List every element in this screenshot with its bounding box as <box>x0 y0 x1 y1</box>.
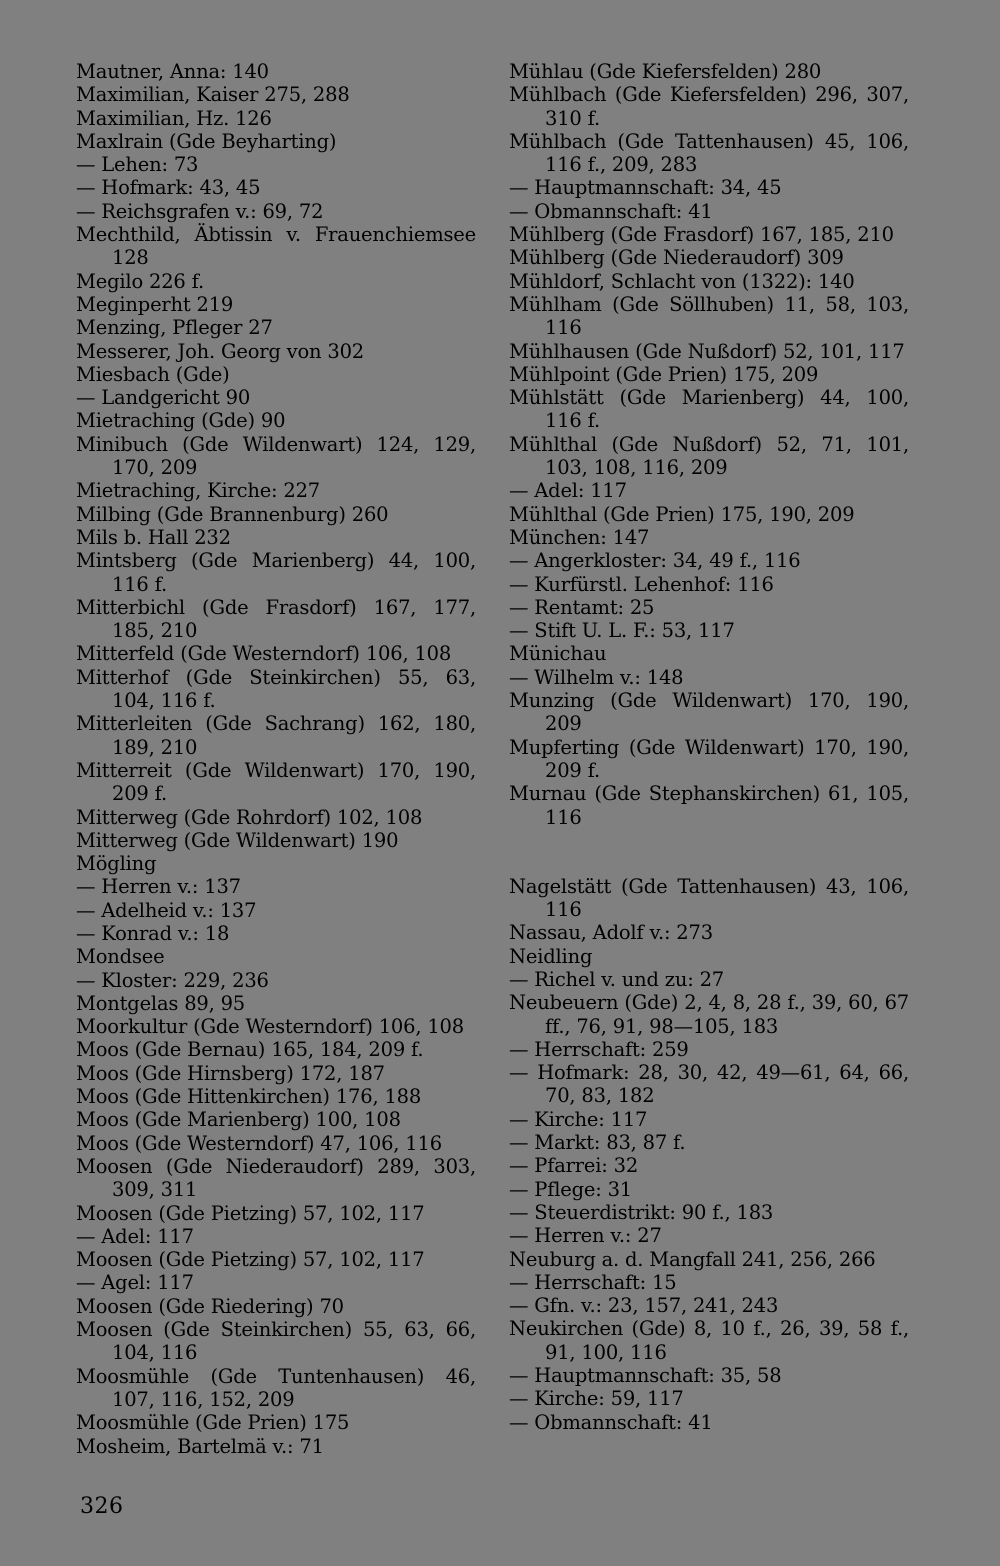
index-entry: Moos (Gde Hittenkirchen) 176, 188 <box>76 1085 422 1109</box>
index-entry: — Adelheid v.: 137 <box>76 898 257 922</box>
index-entry: Mühlpoint (Gde Prien) 175, 209 <box>509 362 819 386</box>
index-entry: Moos (Gde Hirnsberg) 172, 187 <box>76 1061 385 1085</box>
index-entry: Mitterhof (Gde Steinkirchen) 55, 63, 104, 116 f. <box>76 665 476 713</box>
index-entry: — Pfarrei: 32 <box>509 1154 639 1178</box>
index-entry: Moosen (Gde Riedering) 70 <box>76 1294 344 1318</box>
index-entry: Moosen (Gde Pietzing) 57, 102, 117 <box>76 1248 425 1272</box>
index-entry: Mosheim, Bartelmä v.: 71 <box>76 1434 324 1458</box>
index-entry: Minibuch (Gde Wildenwart) 124, 129, 170, 209 <box>76 432 476 480</box>
index-entry: Mils b. Hall 232 <box>76 525 231 549</box>
index-entry: — Kloster: 229, 236 <box>76 968 269 992</box>
index-entry: Moosen (Gde Steinkirchen) 55, 63, 66, 104, 116 <box>76 1318 476 1365</box>
index-entry: — Adel: 117 <box>76 1224 194 1248</box>
index-entry: Messerer, Joh. Georg von 302 <box>76 339 365 363</box>
index-entry: Mitterweg (Gde Rohrdorf) 102, 108 <box>76 805 423 829</box>
index-entry: — Kirche: 59, 117 <box>509 1387 684 1411</box>
index-entry: Mietraching, Kirche: 227 <box>76 479 321 503</box>
index-entry: Neukirchen (Gde) 8, 10 f., 26, 39, 58 f., 91, 100, 116 <box>509 1317 909 1364</box>
page-number: 326 <box>80 1494 124 1519</box>
index-entry: Maxlrain (Gde Beyharting) <box>76 129 337 153</box>
index-entry: Mitterleiten (Gde Sachrang) 162, 180, 189, 210 <box>76 712 476 759</box>
index-entry: Moosmühle (Gde Prien) 175 <box>76 1411 350 1435</box>
index-entry: Mühlham (Gde Söllhuben) 11, 58, 103, 116 <box>509 292 909 340</box>
index-entry: — Rentamt: 25 <box>509 595 655 619</box>
index-entry: — Reichsgrafen v.: 69, 72 <box>76 199 324 223</box>
index-entry: Milbing (Gde Brannenburg) 260 <box>76 502 389 526</box>
index-entry: Neubeuern (Gde) 2, 4, 8, 28 f., 39, 60, 67 ff., 76, 91, 98—105, 183 <box>509 991 909 1038</box>
index-column-right <box>509 60 909 1434</box>
index-entry: — Herrschaft: 15 <box>509 1270 677 1294</box>
index-entry: Mühlthal (Gde Prien) 175, 190, 209 <box>509 502 855 526</box>
index-entry: Neuburg a. d. Mangfall 241, 256, 266 <box>509 1247 876 1271</box>
index-column-left <box>76 60 476 1458</box>
index-entry: Mitterweg (Gde Wildenwart) 190 <box>76 828 399 852</box>
index-entry: Munzing (Gde Wildenwart) 170, 190, 209 <box>509 689 909 736</box>
index-entry: Moosen (Gde Pietzing) 57, 102, 117 <box>76 1201 425 1225</box>
index-entry: Mühlberg (Gde Frasdorf) 167, 185, 210 <box>509 223 894 247</box>
index-entry: — Hofmark: 43, 45 <box>76 176 261 200</box>
index-entry: Miesbach (Gde) <box>76 362 230 386</box>
index-entry: Nagelstätt (Gde Tattenhausen) 43, 106, 116 <box>509 874 909 922</box>
index-entry: Moos (Gde Bernau) 165, 184, 209 f. <box>76 1038 424 1062</box>
index-entry: — Kirche: 117 <box>509 1107 648 1131</box>
index-entry: Meginperht 219 <box>76 292 234 316</box>
index-entry: Mietraching (Gde) 90 <box>76 409 286 433</box>
index-entry: Megilo 226 f. <box>76 269 204 293</box>
index-entry: Moosmühle (Gde Tuntenhausen) 46, 107, 116, 152, 209 <box>76 1364 476 1411</box>
index-entry: Mondsee <box>76 945 165 969</box>
index-entry: — Hofmark: 28, 30, 42, 49—61, 64, 66, 70, 83, 182 <box>509 1061 909 1108</box>
index-entry: Mühlthal (Gde Nußdorf) 52, 71, 101, 103, 108, 116, 209 <box>509 432 909 480</box>
index-entry: — Herren v.: 137 <box>76 875 241 899</box>
index-entry: — Landgericht 90 <box>76 386 251 410</box>
index-entry: — Stift U. L. F.: 53, 117 <box>509 619 735 643</box>
index-entry: Moos (Gde Marienberg) 100, 108 <box>76 1108 401 1132</box>
index-entry: — Herrschaft: 259 <box>509 1037 689 1061</box>
index-entry: — Steuerdistrikt: 90 f., 183 <box>509 1200 774 1224</box>
index-entry: Mögling <box>76 852 157 876</box>
index-entry: — Agel: 117 <box>76 1271 194 1295</box>
index-entry: Münichau <box>509 642 607 666</box>
index-entry: Mühlbach (Gde Kiefersfelden) 296, 307, 310 f. <box>509 83 909 130</box>
index-entry: — Hauptmannschaft: 34, 45 <box>509 176 782 200</box>
index-entry: Maximilian, Kaiser 275, 288 <box>76 83 350 107</box>
index-entry: Moos (Gde Westerndorf) 47, 106, 116 <box>76 1131 442 1155</box>
index-entry: — Wilhelm v.: 148 <box>509 665 684 689</box>
index-entry: Montgelas 89, 95 <box>76 991 246 1015</box>
index-entry: Mühlbach (Gde Tattenhausen) 45, 106, 116 f., 209, 283 <box>509 129 909 177</box>
index-entry: Mechthild, Äbtissin v. Frauenchiemsee 128 <box>76 223 476 270</box>
index-entry: Mühlhausen (Gde Nußdorf) 52, 101, 117 <box>509 339 905 363</box>
index-entry: — Adel: 117 <box>509 479 627 503</box>
index-entry: Mühlau (Gde Kiefersfelden) 280 <box>509 60 822 83</box>
index-entry: Nassau, Adolf v.: 273 <box>509 921 713 945</box>
index-entry: — Markt: 83, 87 f. <box>509 1131 686 1155</box>
index-entry: Mupferting (Gde Wildenwart) 170, 190, 209 f. <box>509 735 909 782</box>
index-entry: — Angerkloster: 34, 49 f., 116 <box>509 549 801 573</box>
index-entry: — Herren v.: 27 <box>509 1224 662 1248</box>
index-entry: — Gfn. v.: 23, 157, 241, 243 <box>509 1294 779 1318</box>
index-entry: Murnau (Gde Stephanskirchen) 61, 105, 116 <box>509 782 909 829</box>
index-entry: — Obmannschaft: 41 <box>509 199 713 223</box>
index-entry: — Lehen: 73 <box>76 153 199 177</box>
index-entry: Moosen (Gde Niederaudorf) 289, 303, 309, 311 <box>76 1154 476 1202</box>
index-entry: — Richel v. und zu: 27 <box>509 967 724 991</box>
index-entry: — Konrad v.: 18 <box>76 921 230 945</box>
index-entry: — Pflege: 31 <box>509 1177 633 1201</box>
index-entry: Mühlberg (Gde Niederaudorf) 309 <box>509 246 844 270</box>
index-entry: Mitterfeld (Gde Westerndorf) 106, 108 <box>76 642 452 666</box>
index-entry: Mühlstätt (Gde Marienberg) 44, 100, 116 f. <box>509 386 909 433</box>
index-entry: — Hauptmannschaft: 35, 58 <box>509 1364 782 1388</box>
index-entry: Moorkultur (Gde Westerndorf) 106, 108 <box>76 1015 464 1039</box>
index-entry: Menzing, Pfleger 27 <box>76 316 273 340</box>
section-gap <box>509 829 909 875</box>
index-entry: Mintsberg (Gde Marienberg) 44, 100, 116 f. <box>76 549 476 596</box>
index-entry: Mitterreit (Gde Wildenwart) 170, 190, 209 f. <box>76 758 476 806</box>
index-entry: Mühldorf, Schlacht von (1322): 140 <box>509 269 855 293</box>
index-entry: Neidling <box>509 944 593 968</box>
index-entry: München: 147 <box>509 525 650 549</box>
index-entry: Mautner, Anna: 140 <box>76 60 269 83</box>
index-entry: — Obmannschaft: 41 <box>509 1410 713 1434</box>
index-entry: Mitterbichl (Gde Frasdorf) 167, 177, 185, 210 <box>76 595 476 643</box>
index-entry: — Kurfürstl. Lehenhof: 116 <box>509 572 774 596</box>
index-entry: Maximilian, Hz. 126 <box>76 106 272 130</box>
